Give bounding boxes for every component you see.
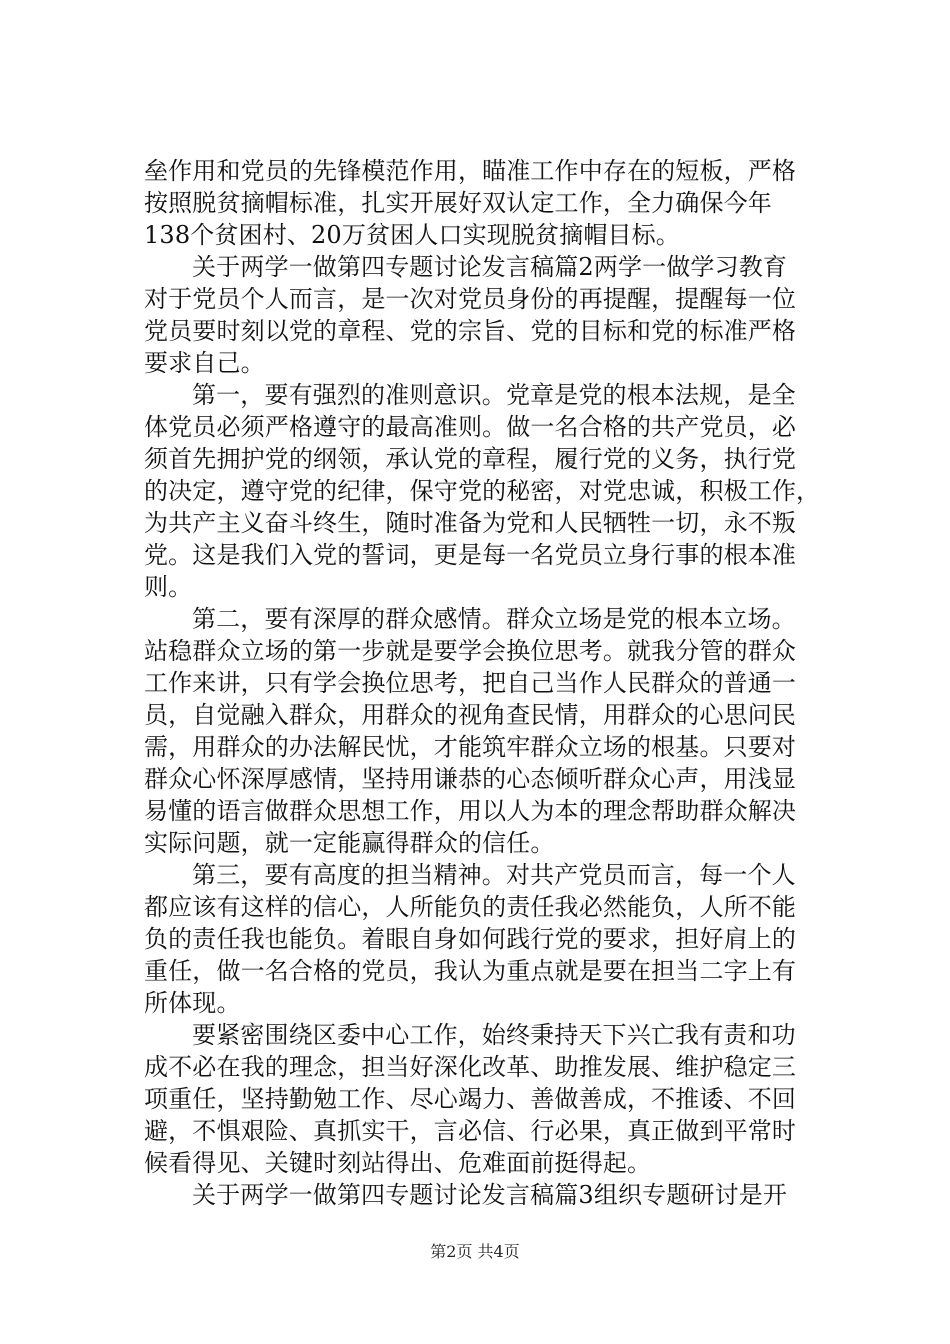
paragraph-start-line: 第二，要有深厚的群众感情。群众立场是党的根本立场。 — [192, 605, 796, 633]
paragraph-start-line: 关于两学一做第四专题讨论发言稿篇3组织专题研讨是开 — [192, 1181, 788, 1209]
body-line: 工作来讲，只有学会换位思考，把自己当作人民群众的普通一 — [144, 669, 797, 697]
body-line: 负的责任我也能负。着眼自身如何践行党的要求，担好肩上的 — [144, 925, 797, 953]
body-line: 成不必在我的理念，担当好深化改革、助推发展、维护稳定三 — [144, 1053, 797, 1081]
body-line: 党。这是我们入党的誓词，更是每一名党员立身行事的根本准 — [144, 541, 797, 569]
body-line: 对于党员个人而言，是一次对党员身份的再提醒，提醒每一位 — [144, 285, 797, 313]
paragraph-start-line: 第一，要有强烈的准则意识。党章是党的根本法规，是全 — [192, 381, 796, 409]
body-line: 按照脱贫摘帽标准，扎实开展好双认定工作，全力确保今年 — [144, 189, 772, 217]
body-line: 体党员必须严格遵守的最高准则。做一名合格的共产党员，必 — [144, 413, 797, 441]
body-line: 重任，做一名合格的党员，我认为重点就是要在担当二字上有 — [144, 957, 797, 985]
body-line: 避，不惧艰险、真抓实干，言必信、行必果，真正做到平常时 — [144, 1117, 797, 1145]
document-body — [144, 155, 834, 1211]
body-line: 须首先拥护党的纲领，承认党的章程，履行党的义务，执行党 — [144, 445, 797, 473]
body-line: 易懂的语言做群众思想工作，用以人为本的理念帮助群众解决 — [144, 797, 797, 825]
body-line: 站稳群众立场的第一步就是要学会换位思考。就我分管的群众 — [144, 637, 797, 665]
body-line: 则。 — [144, 573, 193, 601]
body-line: 项重任，坚持勤勉工作、尽心竭力、善做善成，不推诿、不回 — [144, 1085, 797, 1113]
body-line: 所体现。 — [144, 989, 241, 1017]
body-line: 为共产主义奋斗终生，随时准备为党和人民牺牲一切，永不叛 — [144, 509, 797, 537]
body-line: 员，自觉融入群众，用群众的视角查民情，用群众的心思问民 — [144, 701, 797, 729]
body-line: 138个贫困村、20万贫困人口实现脱贫摘帽目标。 — [144, 221, 680, 249]
body-line: 的决定，遵守党的纪律，保守党的秘密，对党忠诚，积极工作， — [144, 477, 821, 505]
paragraph-start-line: 要紧密围绕区委中心工作，始终秉持天下兴亡我有责和功 — [192, 1021, 796, 1049]
body-line: 都应该有这样的信心，人所能负的责任我必然能负，人所不能 — [144, 893, 797, 921]
body-line: 需，用群众的办法解民忧，才能筑牢群众立场的根基。只要对 — [144, 733, 797, 761]
body-line: 实际问题，就一定能赢得群众的信任。 — [144, 829, 555, 857]
body-line: 要求自己。 — [144, 349, 265, 377]
body-line: 垒作用和党员的先锋模范作用，瞄准工作中存在的短板，严格 — [144, 157, 797, 185]
body-line: 党员要时刻以党的章程、党的宗旨、党的目标和党的标准严格 — [144, 317, 797, 345]
body-line: 候看得见、关键时刻站得出、危难面前挺得起。 — [144, 1149, 652, 1177]
paragraph-start-line: 关于两学一做第四专题讨论发言稿篇2两学一做学习教育 — [192, 253, 788, 281]
page-number-footer: 第2页 共4页 — [430, 1242, 520, 1261]
paragraph-start-line: 第三，要有高度的担当精神。对共产党员而言，每一个人 — [192, 861, 796, 889]
body-line: 群众心怀深厚感情，坚持用谦恭的心态倾听群众心声，用浅显 — [144, 765, 797, 793]
